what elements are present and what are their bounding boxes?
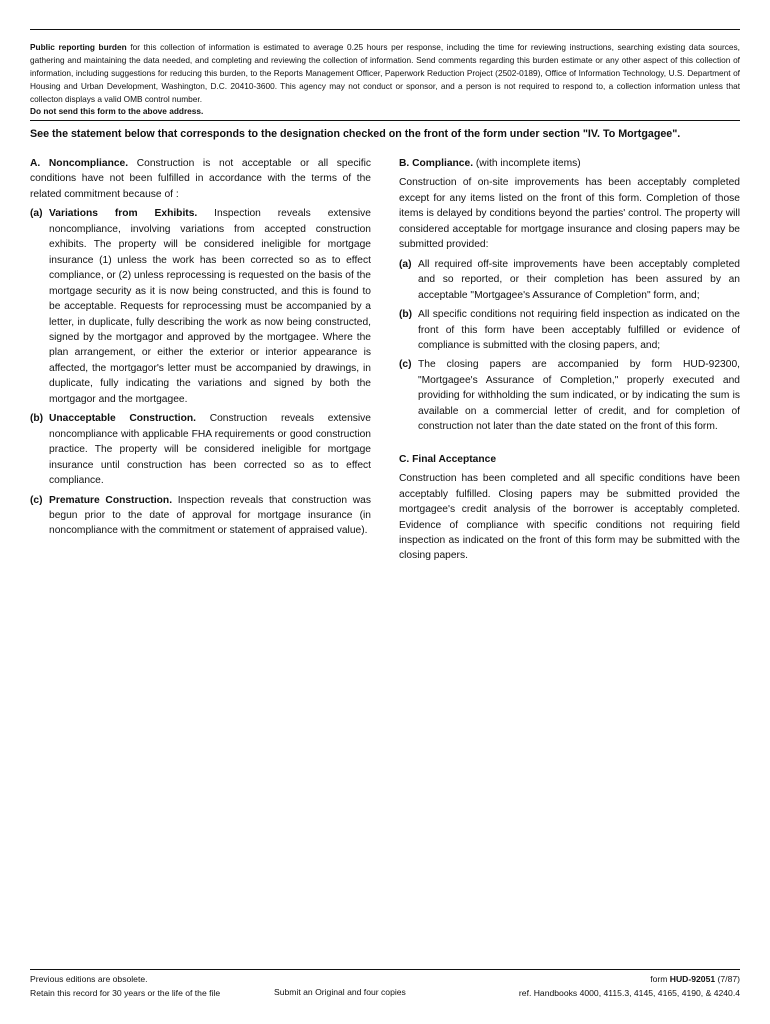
section-a-intro-text: Construction is not acceptable or all specific conditions have not been fulfilled in accordance with the terms of the related commitment because of : — [30, 158, 371, 200]
top-rule — [30, 29, 740, 30]
form-id — [440, 973, 740, 987]
item-title: Unacceptable Construction. — [49, 413, 196, 425]
burden-statement — [30, 41, 740, 106]
item-marker: (b) — [30, 413, 44, 425]
section-a-heading: A. Noncompliance. — [30, 158, 129, 169]
footer-rule — [30, 969, 740, 970]
section-b-intro: Construction of on-site improvements has been acceptably completed except for any items listed on the front of this form. Completion of those items is delayed by conditions beyond the parties' control. The property will considered acceptable for mortgage insurance and closing papers may be submitted provided: — [399, 177, 740, 251]
submit-note: Submit an Original and four copies — [274, 987, 406, 997]
section-b-heading: B. Compliance. — [399, 158, 474, 169]
footer-left — [30, 973, 280, 1000]
form-prefix: form — [650, 974, 670, 984]
section-b-item — [399, 357, 740, 434]
section-c-heading: C. Final Acceptance — [399, 453, 497, 465]
handbook-references: ref. Handbooks 4000, 4115.3, 4145, 4165, 4190, & 4240.4 — [518, 987, 740, 998]
instruction-statement: See the statement below that corresponds to the designation checked on the front of the form under section "IV. To Mortgagee". — [30, 128, 681, 140]
retain-note: Retain this record for 30 years or the life of the file — [30, 987, 221, 998]
item-marker: (c) — [399, 359, 412, 371]
section-a-item — [30, 206, 371, 407]
item-text: All required off-site improvements have been acceptably completed and so reported, or their completion has been assured by an acceptable "Mortgagee's Assurance of Completion" form, and; — [418, 258, 740, 301]
do-not-send-note: Do not send this form to the above address. — [30, 106, 204, 116]
item-text: Inspection reveals that construction was begun prior to the date of approval for mortgage insurance (in noncompliance with the commitment or statement of appraised value). — [49, 494, 371, 537]
section-b-heading-line — [399, 156, 740, 171]
item-text: All specific conditions not requiring field inspection as indicated on the front of this form have been acceptably fulfilled or evidence of compliance is submitted with the closing papers, and; — [418, 309, 740, 351]
item-marker: (b) — [399, 309, 413, 321]
item-marker: (a) — [30, 208, 43, 220]
section-b-item — [399, 307, 740, 353]
section-a-item — [30, 411, 371, 488]
item-title: Premature Construction. — [49, 494, 173, 506]
burden-text: for this collection of information is estimated to average 0.25 hours per response, including the time for reviewing instructions, searching existing data sources, gathering and maintaining the data needed, and completing and reviewing the collection of information. Send comments regarding this burden estimate or any other aspect of this collection of information, including suggestions for reducing this burden, to the Reports Management Officer, Paperwork Reduction Project (2502-0189), Office of Information Technology, U.S. Department of Housing and Urban Development, Washington, D.C. 20410-3600. This agency may not conduct or sponsor, and a person is not required to respond to, a collection information unless that collecton displays a valid OMB control number. — [30, 42, 740, 105]
left-column — [30, 156, 371, 543]
item-marker: (c) — [30, 494, 43, 506]
section-a-intro — [30, 156, 371, 202]
section-c-text: Construction has been completed and all specific conditions have been acceptably fulfilled. Closing papers may be submitted provided the mortgagee's credit analysis of the borrower is acceptably completed. Evidence of compliance with specific conditions not requiring field inspection as indicated on the front of this form may be submitted with the closing papers. — [399, 473, 740, 562]
item-text: Construction reveals extensive noncompliance with applicable FHA requirements or good construction practice. The property will be considered ineligible for mortgage insurance until construction has been corrected so as to effect compliance. — [49, 413, 371, 487]
obsolete-note: Previous editions are obsolete. — [30, 974, 148, 984]
item-text: Inspection reveals extensive noncompliance, involving variations from accepted construction exhibits. The property will be considered ineligible for mortgage insurance (1) unless the work has been corrected so as to effect compliance, or (2) unless reprocessing is requested on the basis of the mortgage security as it is now being constructed, and this is found to be acceptable. Requests for reprocessing must be accompanied by a letter, in duplicate, fully describing the work as now being constructed, signed by the mortgagor and approved by the mortgagee. Where the plan arrangement, or either the exterior or interior appearance is affected, the mortgagor's letter must be accompanied by drawings, in duplicate, fully indicating the variations and signed by both the mortgagor and the mortgagee. — [49, 208, 371, 405]
item-title: Variations from Exhibits. — [49, 208, 198, 220]
item-text: The closing papers are accompanied by form HUD-92300, "Mortgagee's Assurance of Completion," properly executed and providing for withholding the sum indicated, or by indicating the sum is available on a commercial letter of credit, and for completion of construction not later than the date stated on the front of this form. — [418, 359, 740, 433]
burden-lead: Public reporting burden — [30, 42, 127, 52]
right-column — [399, 156, 740, 568]
section-b-heading-suffix: (with incomplete items) — [473, 158, 581, 169]
header-rule — [30, 120, 740, 121]
form-number: HUD-92051 — [669, 974, 716, 984]
section-a-item — [30, 493, 371, 539]
form-date: (7/87) — [715, 974, 740, 984]
footer-right — [440, 973, 740, 1000]
item-marker: (a) — [399, 258, 412, 270]
section-b-item — [399, 257, 740, 303]
section-spacer — [399, 439, 740, 452]
